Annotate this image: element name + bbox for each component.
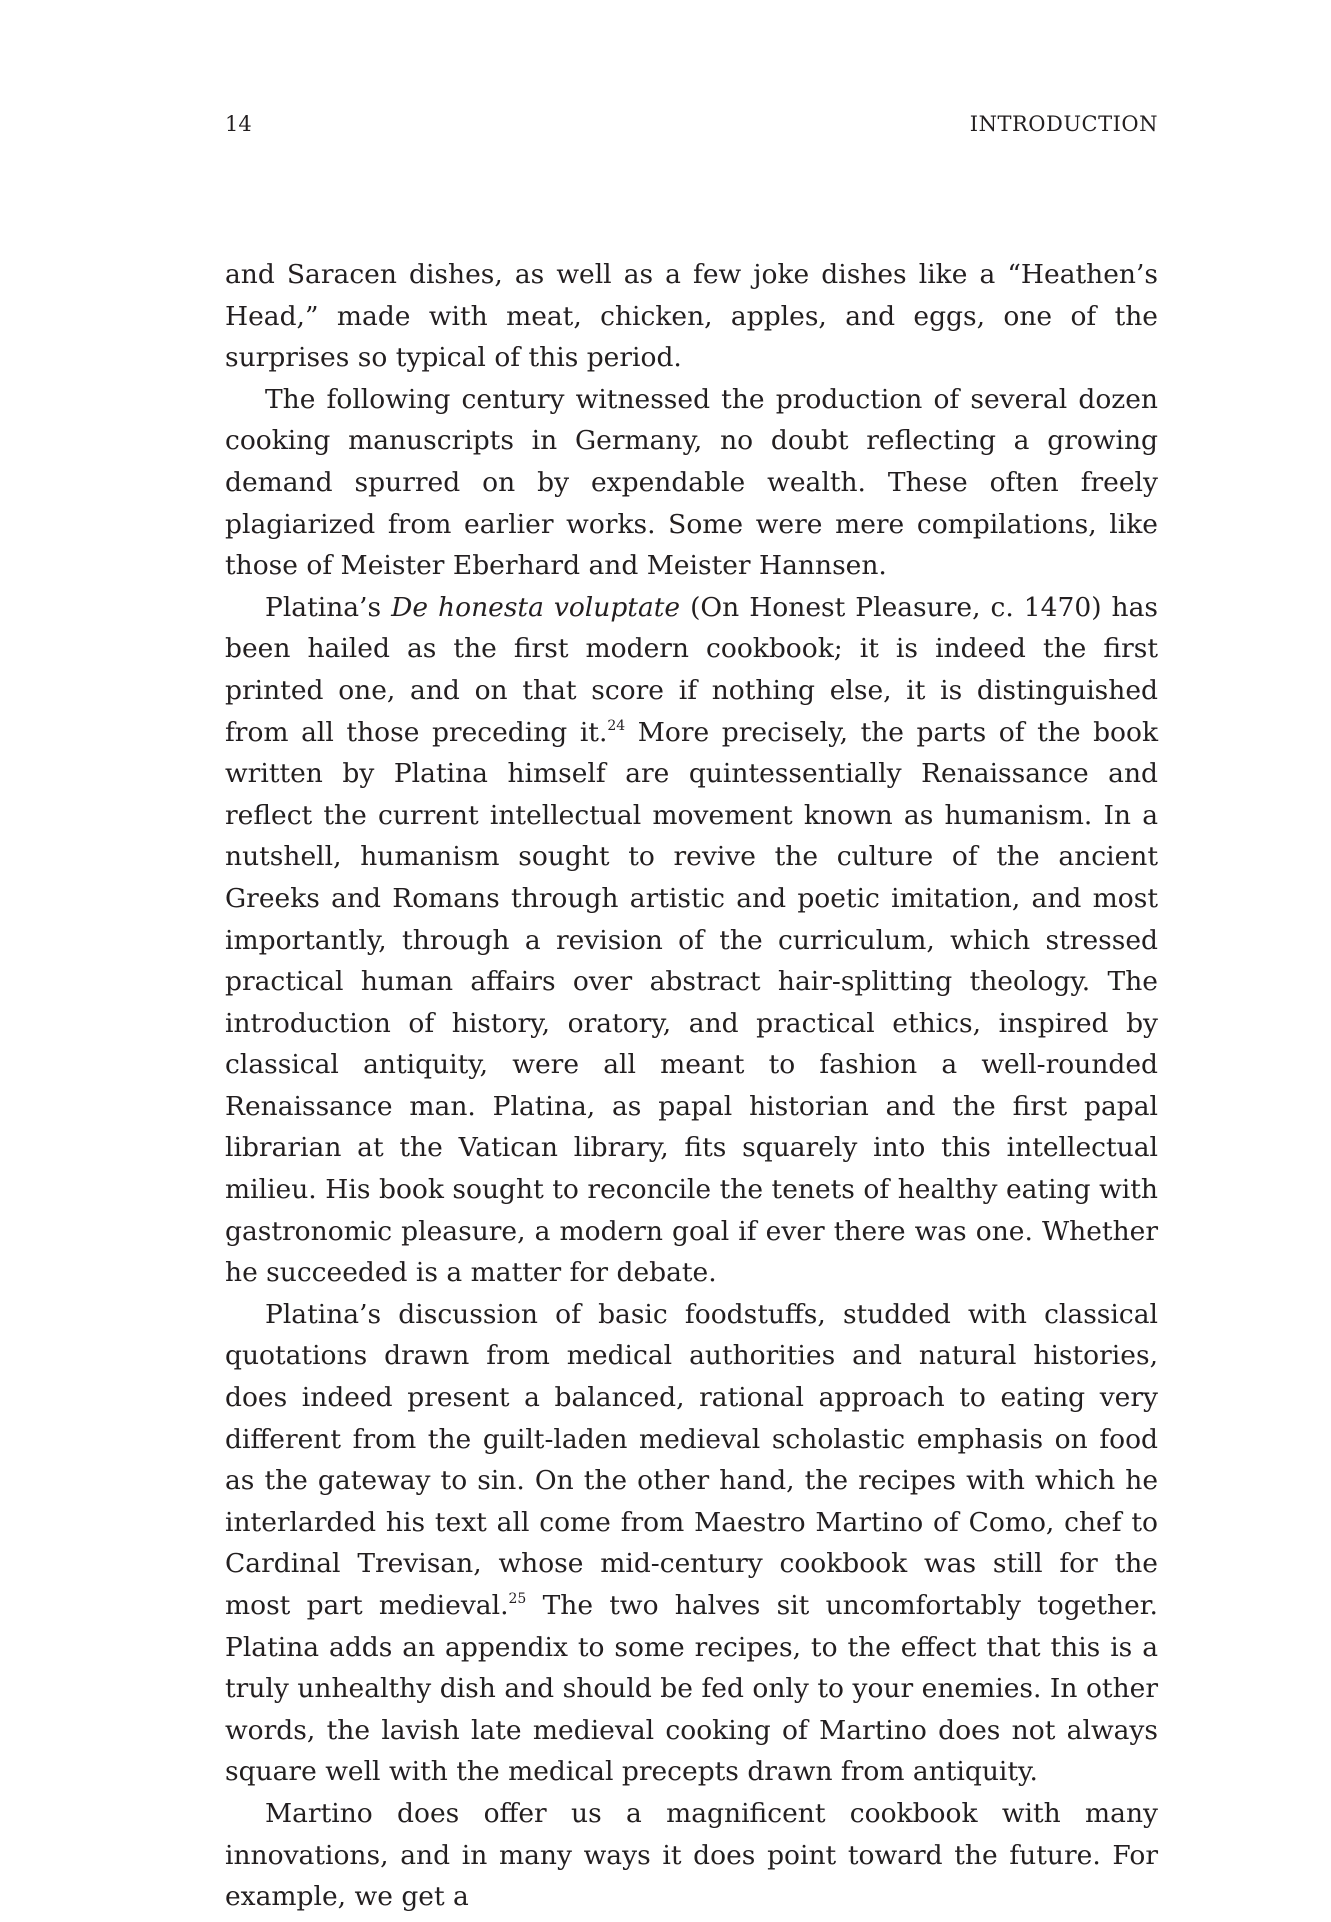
page-number: 14: [225, 112, 252, 136]
paragraph-martino: [225, 1793, 1158, 1918]
paragraph-text: Martino does offer us a magnificent cookbook with many innovations, and in many ways it does point toward the future. For example, we get a: [225, 1797, 1158, 1913]
running-head: [225, 109, 1158, 139]
footnote-ref-24: 24: [607, 717, 626, 734]
paragraph-text: The two halves sit uncomfortably together. Platina adds an appendix to some recipes, to the effect that this is a truly unhealthy dish and should be fed only to your enemies. In other words, the lavish late medieval cooking of Martino does not always square well with the medical precepts drawn from antiquity.: [225, 1590, 1158, 1788]
paragraph-continuation: [225, 254, 1158, 379]
paragraph-platina-foodstuffs: [225, 1294, 1158, 1793]
footnote-ref-25: 25: [508, 1591, 527, 1607]
paragraph-text: The following century witnessed the production of several dozen cooking manuscripts in Germany, no doubt reflecting a growing demand spurred on by expendable wealth. These often freely plagiarized from earlier works. Some were mere compilations, like those of Meister Eberhard and Meister Hannsen.: [225, 383, 1158, 582]
paragraph-german-manuscripts: [225, 379, 1158, 587]
book-title-italic: De honesta voluptate: [391, 591, 681, 623]
body-text: [225, 254, 1158, 1918]
paragraph-text: Platina’s discussion of basic foodstuffs, studded with classical quotations drawn from medical authorities and natural histories, does indeed present a balanced, rational approach to eating very different from the guilt-laden medieval scholastic emphasis on food as the gateway to sin. On the other hand, the recipes with which he interlarded his text all come from Maestro Martino of Como, chef to Cardinal Trevisan, whose mid-century cookbook was still for the most part medieval.: [225, 1298, 1158, 1621]
paragraph-text: More precisely, the parts of the book written by Platina himself are quintessentially Renaissance and reflect the current intellectual movement known as humanism. In a nutshell, humanism sought to revive the culture of the ancient Greeks and Romans through artistic and poetic imitation, and most importantly, through a revision of the curriculum, which stressed practical human affairs over abstract hair-splitting theology. The introduction of history, oratory, and practical ethics, inspired by classical antiquity, were all meant to fashion a well-rounded Renaissance man. Platina, as papal historian and the first papal librarian at the Vatican library, fits squarely into this intellectual milieu. His book sought to reconcile the tenets of healthy eating with gastronomic pleasure, a modern goal if ever there was one. Whether he succeeded is a matter for debate.: [225, 716, 1159, 1289]
paragraph-text: (On Honest Pleasure, c. 1470) has been hailed as the first modern cookbook; it is indeed the first printed one, and on that score if nothing else, it is distinguished from all those preceding it.: [225, 591, 1158, 748]
paragraph-text: and Saracen dishes, as well as a few joke dishes like a “Heathen’s Head,” made with meat, chicken, apples, and eggs, one of the surprises so typical of this period.: [225, 259, 1158, 374]
paragraph-lead: Platina’s: [265, 591, 392, 623]
running-head-title: INTRODUCTION: [969, 112, 1158, 136]
paragraph-platina-humanism: [225, 587, 1158, 1294]
